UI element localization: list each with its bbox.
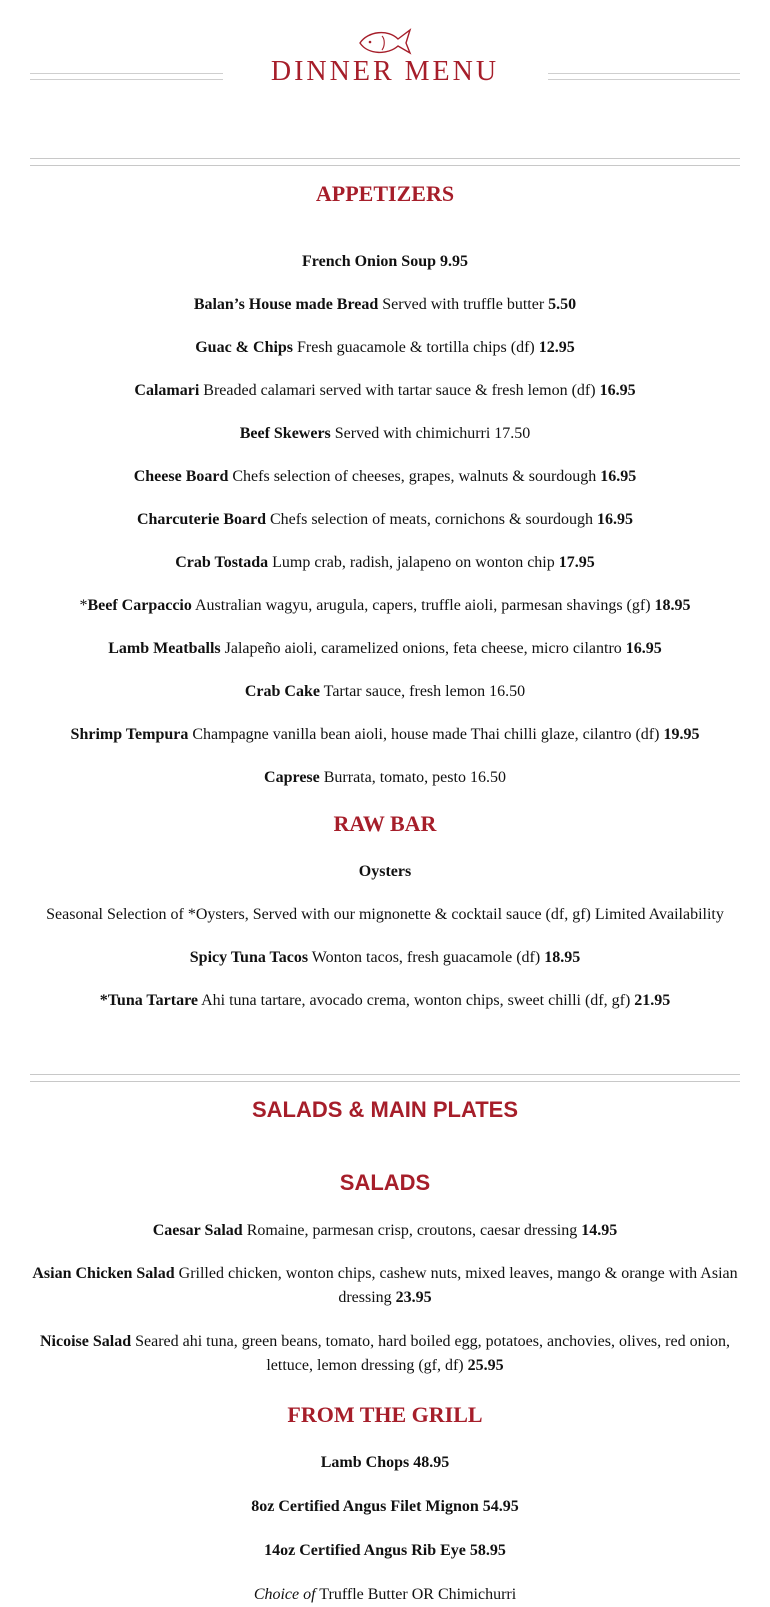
item-name: Cheese Board [133, 468, 229, 485]
menu-item [30, 946, 740, 970]
appetizers-heading: APPETIZERS [315, 181, 455, 206]
item-description: Grilled chicken, wonton chips, cashew nuts, mixed leaves, mango & orange with Asian dressing [174, 1265, 738, 1306]
fish-icon [358, 27, 412, 57]
item-description: Burrata, tomato, pesto 16.50 [319, 769, 506, 786]
menu-item [30, 1262, 740, 1310]
item-description: Seared ahi tuna, green beans, tomato, hard boiled egg, potatoes, anchovies, olives, red onion, lettuce, lemon dressing (gf, df) [131, 1333, 731, 1374]
item-name: Beef Carpaccio [87, 597, 192, 614]
menu-item [30, 1495, 740, 1519]
item-name: Lamb Chops 48.95 [320, 1454, 450, 1471]
item-description: Served with chimichurri 17.50 [330, 425, 531, 442]
item-prefix: * [79, 597, 88, 614]
item-name: Caesar Salad [152, 1222, 243, 1239]
menu-item [30, 680, 740, 704]
salads-heading: SALADS [339, 1170, 431, 1195]
section-divider [30, 158, 740, 166]
item-name: 8oz Certified Angus Filet Mignon 54.95 [251, 1498, 519, 1515]
item-price: 21.95 [634, 992, 671, 1009]
menu-item [30, 903, 740, 927]
item-description: Lump crab, radish, jalapeno on wonton chip [268, 554, 559, 571]
item-name: Calamari [134, 382, 200, 399]
menu-item [30, 422, 740, 446]
item-price: 5.50 [548, 296, 577, 313]
item-price: 25.95 [467, 1357, 504, 1374]
item-price: 16.95 [625, 640, 662, 657]
grill-heading: FROM THE GRILL [287, 1402, 483, 1427]
menu-item [30, 293, 740, 317]
menu-item [30, 250, 740, 274]
item-price: 12.95 [538, 339, 575, 356]
item-price: 23.95 [395, 1289, 432, 1306]
item-name: Shrimp Tempura [70, 726, 189, 743]
menu-item [30, 1451, 740, 1475]
item-name: Crab Cake [244, 683, 320, 700]
item-name: Charcuterie Board [136, 511, 266, 528]
menu-item [30, 860, 740, 884]
menu-item [30, 594, 740, 618]
item-name: *Tuna Tartare [99, 992, 198, 1009]
page-title: DINNER MENU [270, 56, 500, 87]
menu-item [30, 723, 740, 747]
item-description: Breaded calamari served with tartar sauce & fresh lemon (df) [199, 382, 600, 399]
item-name: Lamb Meatballs [108, 640, 221, 657]
item-name: Beef Skewers [239, 425, 331, 442]
raw-bar-heading: RAW BAR [333, 811, 437, 836]
item-price: 16.95 [599, 382, 636, 399]
item-description: Tartar sauce, fresh lemon 16.50 [319, 683, 526, 700]
mains-heading: SALADS & MAIN PLATES [251, 1097, 519, 1122]
section-divider [30, 1074, 740, 1082]
menu-item [30, 551, 740, 575]
item-name: French Onion Soup 9.95 [302, 253, 468, 270]
menu-item [30, 637, 740, 661]
item-price: 17.95 [558, 554, 595, 571]
item-price: 18.95 [654, 597, 691, 614]
item-name: Caprese [264, 769, 320, 786]
menu-item [30, 1539, 740, 1563]
menu-item [30, 379, 740, 403]
item-name: Spicy Tuna Tacos [189, 949, 309, 966]
item-price: 18.95 [544, 949, 581, 966]
choice-label: Choice of [253, 1586, 316, 1603]
item-price: 16.95 [597, 511, 634, 528]
item-description: Jalapeño aioli, caramelized onions, feta cheese, micro cilantro [220, 640, 626, 657]
item-price: 19.95 [663, 726, 700, 743]
item-name: Oysters [358, 863, 412, 880]
item-description: Chefs selection of meats, cornichons & sourdough [265, 511, 598, 528]
item-description: Champagne vanilla bean aioli, house made Thai chilli glaze, cilantro (df) [188, 726, 664, 743]
item-name: 14oz Certified Angus Rib Eye 58.95 [264, 1542, 506, 1559]
menu-item [30, 989, 740, 1013]
menu-item [30, 1330, 740, 1378]
item-description: Fresh guacamole & tortilla chips (df) [293, 339, 539, 356]
menu-item [30, 465, 740, 489]
menu-item [30, 766, 740, 790]
item-name: Nicoise Salad [39, 1333, 132, 1350]
item-name: Balan’s House made Bread [193, 296, 379, 313]
item-description: Ahi tuna tartare, avocado crema, wonton chips, sweet chilli (df, gf) [197, 992, 635, 1009]
menu-item [30, 508, 740, 532]
item-name: Crab Tostada [175, 554, 269, 571]
item-description: Chefs selection of cheeses, grapes, walnuts & sourdough [228, 468, 601, 485]
item-description: Romaine, parmesan crisp, croutons, caesar dressing [242, 1222, 582, 1239]
item-price: 16.95 [600, 468, 637, 485]
item-description: Australian wagyu, arugula, capers, truffle aioli, parmesan shavings (gf) [191, 597, 655, 614]
item-price: 14.95 [581, 1222, 618, 1239]
item-description: Seasonal Selection of *Oysters, Served with our mignonette & cocktail sauce (df, gf) Limited Availability [46, 906, 724, 923]
item-description: Served with truffle butter [378, 296, 549, 313]
choice-text: Truffle Butter OR Chimichurri [315, 1586, 517, 1603]
menu-item [30, 1219, 740, 1243]
item-description: Wonton tacos, fresh guacamole (df) [308, 949, 545, 966]
menu-item [30, 336, 740, 360]
grill-choice [30, 1583, 740, 1607]
item-name: Asian Chicken Salad [32, 1265, 175, 1282]
menu-header [0, 0, 770, 100]
item-name: Guac & Chips [195, 339, 294, 356]
